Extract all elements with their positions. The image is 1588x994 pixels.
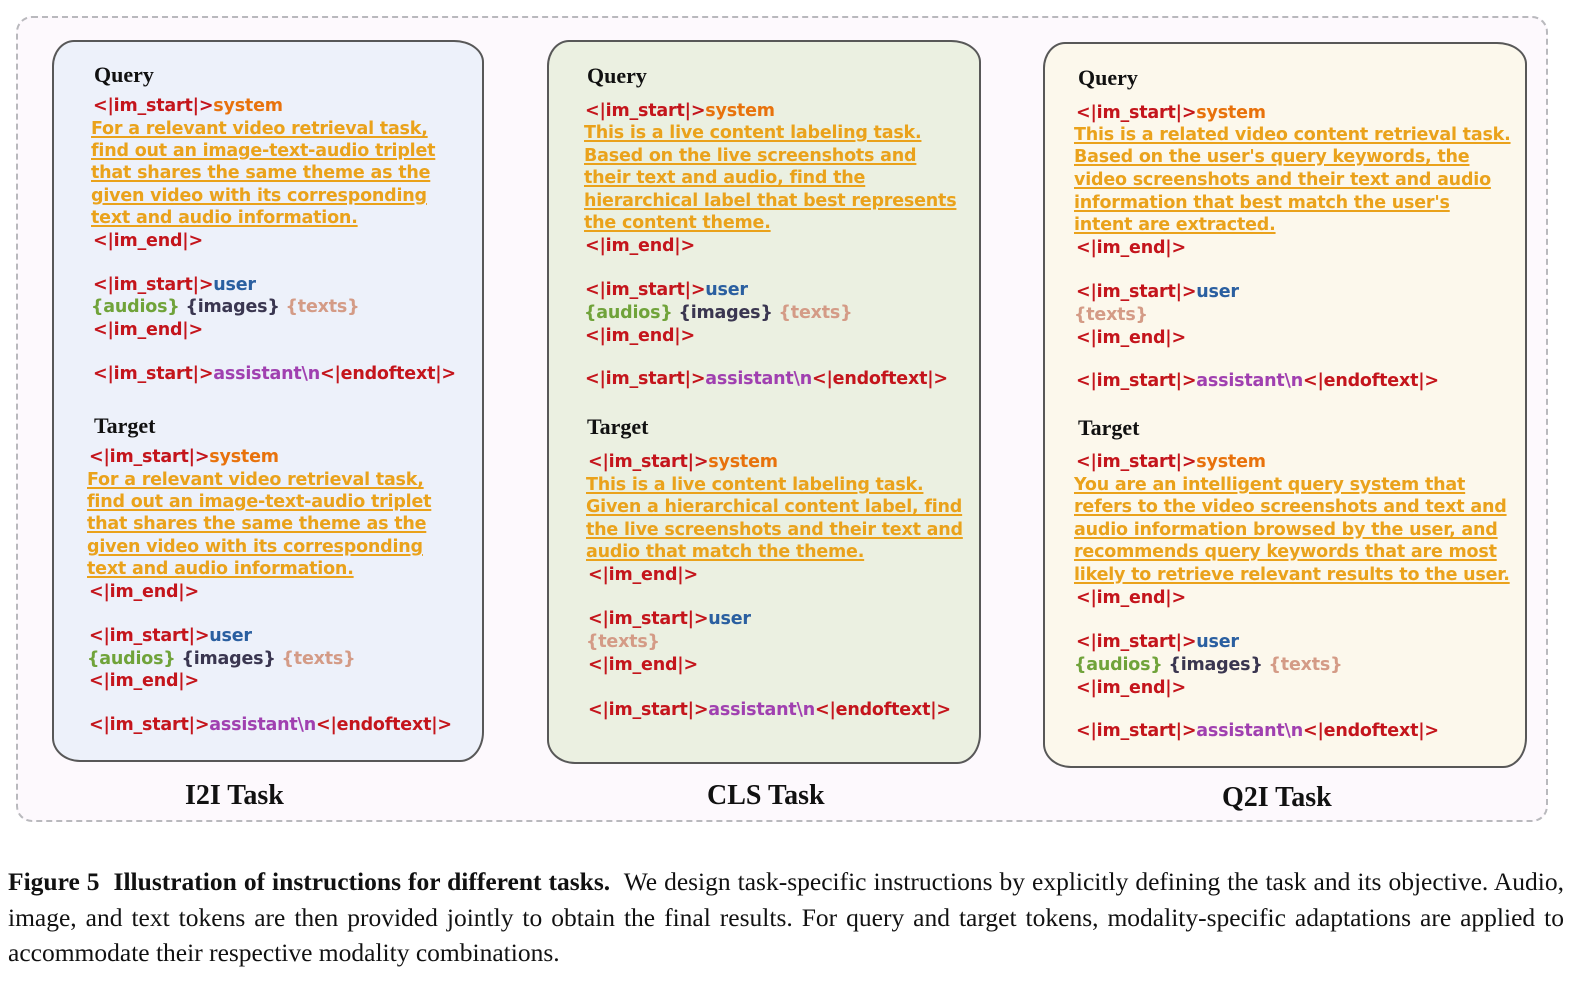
assistant-role: assistant\n xyxy=(213,364,320,384)
im-start-token: <|im_start|> xyxy=(89,715,210,735)
instruction-line: You are an intelligent query system that xyxy=(1074,475,1466,495)
im-end-token: <|im_end|> xyxy=(89,582,199,602)
im-end-token: <|im_end|> xyxy=(93,320,203,340)
query-heading: Query xyxy=(94,62,154,87)
instruction-line: given video with its corresponding xyxy=(87,537,423,557)
im-start-token: <|im_start|> xyxy=(89,447,210,467)
im-end-token: <|im_end|> xyxy=(1076,678,1186,698)
system-role: system xyxy=(213,96,283,116)
query-system-line xyxy=(93,95,283,117)
texts-token: {texts} xyxy=(586,632,660,652)
query-system-line xyxy=(1076,102,1266,124)
instruction-line: their text and audio, find the xyxy=(584,168,866,188)
images-token: {images} xyxy=(181,649,276,669)
user-role: user xyxy=(708,609,751,629)
assistant-role: assistant\n xyxy=(708,700,815,720)
assistant-role: assistant\n xyxy=(1196,721,1303,741)
modality-line xyxy=(91,296,359,318)
target-system-line xyxy=(89,446,279,468)
instruction-line: likely to retrieve relevant results to the user. xyxy=(1074,565,1510,585)
modality-line xyxy=(584,302,852,324)
query-heading: Query xyxy=(587,63,647,88)
texts-token: {texts} xyxy=(778,303,853,323)
user-role: user xyxy=(1196,632,1239,652)
instruction-line: text and audio information. xyxy=(91,208,358,228)
caption-title: Illustration of instructions for different tasks. xyxy=(113,867,611,896)
assistant-line xyxy=(93,363,456,385)
user-role: user xyxy=(1196,282,1239,302)
instruction-line: For a relevant video retrieval task, xyxy=(87,470,424,490)
assistant-role: assistant\n xyxy=(209,715,316,735)
im-start-token: <|im_start|> xyxy=(1076,103,1197,123)
user-role: user xyxy=(705,280,748,300)
instruction-line: the live screenshots and their text and xyxy=(586,520,963,540)
assistant-line xyxy=(1076,370,1439,392)
im-start-token: <|im_start|> xyxy=(1076,282,1197,302)
figure-caption xyxy=(8,864,1564,971)
im-start-token: <|im_start|> xyxy=(588,452,709,472)
images-token: {images} xyxy=(1168,655,1263,675)
target-heading: Target xyxy=(1078,415,1140,440)
instruction-line: This is a live content labeling task. xyxy=(584,123,922,143)
system-role: system xyxy=(708,452,778,472)
im-start-token: <|im_start|> xyxy=(588,700,709,720)
instruction-line: given video with its corresponding xyxy=(91,186,427,206)
im-end-token: <|im_end|> xyxy=(1076,238,1186,258)
instruction-line: This is a live content labeling task. xyxy=(586,475,924,495)
assistant-line xyxy=(585,368,948,390)
audios-token: {audios} xyxy=(91,297,180,317)
modality-line xyxy=(1074,654,1342,676)
user-role: user xyxy=(213,275,256,295)
query-user-line xyxy=(585,279,748,301)
instruction-line: intent are extracted. xyxy=(1074,215,1276,235)
instruction-line: that shares the same theme as the xyxy=(87,514,427,534)
instruction-line: text and audio information. xyxy=(87,559,354,579)
user-role: user xyxy=(209,626,252,646)
endoftext-token: <|endoftext|> xyxy=(815,700,951,720)
endoftext-token: <|endoftext|> xyxy=(1303,721,1439,741)
im-end-token: <|im_end|> xyxy=(585,326,695,346)
target-user-line xyxy=(588,608,751,630)
target-heading: Target xyxy=(94,413,156,438)
instruction-line: This is a related video content retrieval task. xyxy=(1074,125,1511,145)
caption-text: We design task-specific instructions by explicitly defining the task and its objective. Audio, image, and text tokens are then provided jointly to obtain the final results. For query and target tokens, modality-specific adaptations are applied to accommodate their respective modality combinations. xyxy=(8,867,1564,967)
instruction-line: that shares the same theme as the xyxy=(91,163,431,183)
im-end-token: <|im_end|> xyxy=(585,236,695,256)
im-start-token: <|im_start|> xyxy=(89,626,210,646)
endoftext-token: <|endoftext|> xyxy=(1303,371,1439,391)
instruction-line: find out an image-text-audio triplet xyxy=(87,492,432,512)
im-start-token: <|im_start|> xyxy=(585,101,706,121)
im-start-token: <|im_start|> xyxy=(585,369,706,389)
instruction-line: video screenshots and their text and audio xyxy=(1074,170,1491,190)
im-start-token: <|im_start|> xyxy=(588,609,709,629)
im-start-token: <|im_start|> xyxy=(585,280,706,300)
instruction-line: find out an image-text-audio triplet xyxy=(91,141,436,161)
target-system-line xyxy=(1076,451,1266,473)
modality-line xyxy=(87,648,355,670)
query-heading: Query xyxy=(1078,65,1138,90)
instruction-line: audio that match the theme. xyxy=(586,542,865,562)
im-start-token: <|im_start|> xyxy=(1076,452,1197,472)
query-system-line xyxy=(585,100,775,122)
im-end-token: <|im_end|> xyxy=(588,565,698,585)
texts-token: {texts} xyxy=(1268,655,1343,675)
target-user-line xyxy=(1076,631,1239,653)
endoftext-token: <|endoftext|> xyxy=(316,715,452,735)
task-label-i2i: I2I Task xyxy=(185,780,284,811)
texts-token: {texts} xyxy=(1074,305,1148,325)
assistant-line xyxy=(1076,720,1439,742)
instruction-line: information that best match the user's xyxy=(1074,193,1450,213)
audios-token: {audios} xyxy=(1074,655,1163,675)
im-start-token: <|im_start|> xyxy=(93,275,214,295)
caption-label: Figure 5 xyxy=(8,867,100,896)
im-start-token: <|im_start|> xyxy=(1076,371,1197,391)
endoftext-token: <|endoftext|> xyxy=(812,369,948,389)
im-start-token: <|im_start|> xyxy=(93,96,214,116)
system-role: system xyxy=(1196,103,1266,123)
target-user-line xyxy=(89,625,252,647)
instruction-line: the content theme. xyxy=(584,213,771,233)
im-start-token: <|im_start|> xyxy=(93,364,214,384)
assistant-role: assistant\n xyxy=(705,369,812,389)
instruction-line: Given a hierarchical content label, find xyxy=(586,497,963,517)
im-end-token: <|im_end|> xyxy=(89,671,199,691)
endoftext-token: <|endoftext|> xyxy=(320,364,456,384)
target-heading: Target xyxy=(587,414,649,439)
target-system-line xyxy=(588,451,778,473)
query-user-line xyxy=(1076,281,1239,303)
assistant-role: assistant\n xyxy=(1196,371,1303,391)
system-role: system xyxy=(209,447,279,467)
task-label-cls: CLS Task xyxy=(707,780,825,811)
system-role: system xyxy=(705,101,775,121)
assistant-line xyxy=(588,699,951,721)
im-start-token: <|im_start|> xyxy=(1076,721,1197,741)
assistant-line xyxy=(89,714,452,736)
audios-token: {audios} xyxy=(584,303,673,323)
instruction-line: For a relevant video retrieval task, xyxy=(91,119,428,139)
im-start-token: <|im_start|> xyxy=(1076,632,1197,652)
instruction-line: recommends query keywords that are most xyxy=(1074,542,1497,562)
im-end-token: <|im_end|> xyxy=(1076,588,1186,608)
instruction-line: audio information browsed by the user, and xyxy=(1074,520,1498,540)
system-role: system xyxy=(1196,452,1266,472)
instruction-line: refers to the video screenshots and text and xyxy=(1074,497,1507,517)
texts-token: {texts} xyxy=(285,297,360,317)
instruction-line: Based on the user's query keywords, the xyxy=(1074,147,1470,167)
instruction-line: hierarchical label that best represents xyxy=(584,191,957,211)
task-label-q2i: Q2I Task xyxy=(1222,782,1332,813)
images-token: {images} xyxy=(185,297,280,317)
images-token: {images} xyxy=(678,303,773,323)
texts-token: {texts} xyxy=(281,649,356,669)
audios-token: {audios} xyxy=(87,649,176,669)
im-end-token: <|im_end|> xyxy=(588,655,698,675)
query-user-line xyxy=(93,274,256,296)
instruction-line: Based on the live screenshots and xyxy=(584,146,917,166)
im-end-token: <|im_end|> xyxy=(1076,328,1186,348)
im-end-token: <|im_end|> xyxy=(93,231,203,251)
